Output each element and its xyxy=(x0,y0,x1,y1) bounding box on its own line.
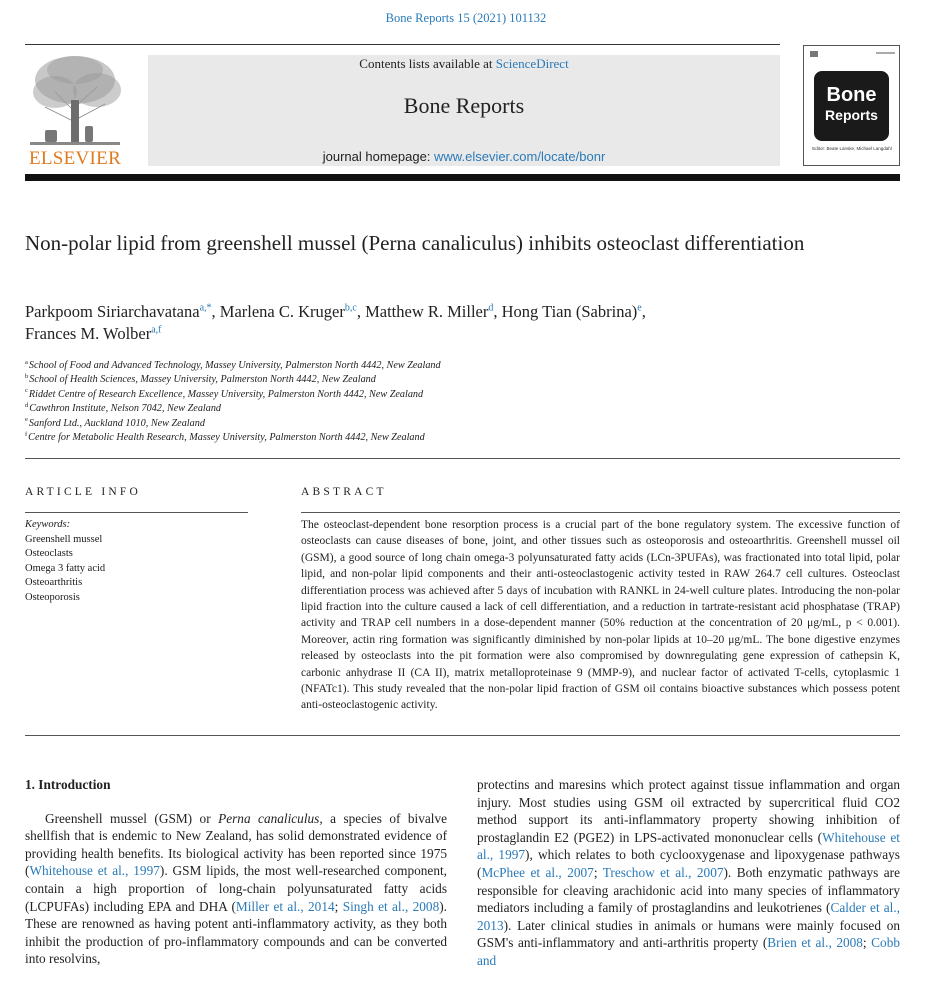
affiliation-key: c xyxy=(25,387,28,395)
keyword-item: Osteoclasts xyxy=(25,548,73,559)
affiliation-key: d xyxy=(25,401,29,409)
author-separator: , xyxy=(356,302,366,321)
journal-cover[interactable] xyxy=(803,45,900,166)
abstract-heading: ABSTRACT xyxy=(301,486,387,498)
citation-link[interactable]: Treschow et al., 2007 xyxy=(602,864,724,880)
cover-header-icon xyxy=(810,50,895,58)
affiliation-text: Sanford Ltd., Auckland 1010, New Zealand xyxy=(28,417,205,429)
author-name[interactable]: Matthew R. Miller xyxy=(365,302,489,321)
affiliation-item xyxy=(25,388,895,402)
body-text: ; xyxy=(593,864,603,880)
author-name[interactable]: Marlena C. Kruger xyxy=(219,302,345,321)
journal-reference[interactable]: Bone Reports 15 (2021) 101132 xyxy=(385,11,547,25)
affiliation-text: Centre for Metabolic Health Research, Massey University, Palmerston North 4442, New Zealand xyxy=(28,432,425,444)
author-name[interactable]: Hong Tian (Sabrina) xyxy=(501,302,638,321)
affiliation-item xyxy=(25,373,895,387)
body-column-right xyxy=(477,776,900,970)
affiliation-item xyxy=(25,402,895,416)
cover-word-bone: Bone xyxy=(826,84,877,106)
journal-banner xyxy=(148,55,780,166)
journal-title[interactable]: Bone Reports xyxy=(403,93,525,118)
author-name[interactable]: Frances M. Wolber xyxy=(25,324,152,343)
author-affiliation-marker[interactable]: b,c xyxy=(344,302,357,314)
body-text: ). These are renowned as having potent anti-inflammatory activity, as they both inhibit the production of pro-inflammatory compounds and can be converted into resolvins, xyxy=(25,898,447,967)
affiliation-item xyxy=(25,431,895,445)
body-text: ). GSM lipids, the most well-researched component, contain a high proportion of long-chain polyunsaturated fatty acids (LCPUFAs) including EPA and DHA ( xyxy=(25,863,447,914)
article-title: Non-polar lipid from greenshell mussel (Perna canaliculus) inhibits osteoclast differentiation xyxy=(25,231,805,255)
citation-link[interactable]: McPhee et al., 2007 xyxy=(481,864,594,880)
homepage-link[interactable]: www.elsevier.com/locate/bonr xyxy=(434,149,606,164)
citation-link[interactable]: Brien et al., 2008 xyxy=(767,935,863,951)
article-info-rule xyxy=(25,512,248,513)
affiliation-key: a xyxy=(25,358,28,366)
keywords-block xyxy=(25,518,255,605)
affiliation-text: Cawthron Institute, Nelson 7042, New Zealand xyxy=(29,403,222,415)
cover-editor: Editor: Beate Lanske, Michael Langdahl xyxy=(812,146,892,151)
body-column-left xyxy=(25,776,447,968)
elsevier-tree-icon xyxy=(25,52,125,148)
elsevier-wordmark: ELSEVIER xyxy=(28,148,122,169)
author-name[interactable]: Parkpoom Siriarchavatana xyxy=(25,302,200,321)
keyword-item: Osteoporosis xyxy=(25,591,80,603)
keyword-item: Greenshell mussel xyxy=(25,533,103,545)
author-separator: , xyxy=(641,302,646,321)
citation-link[interactable]: Calder et al., 2013 xyxy=(477,900,901,933)
body-text: ), which relates to both cyclooxygenase and lipoxygenase pathways ( xyxy=(477,847,900,880)
keywords-label: Keywords: xyxy=(25,519,71,530)
affiliation-key: f xyxy=(25,430,28,438)
italic-text: Perna canaliculus, xyxy=(218,810,323,826)
keyword-item: Omega 3 fatty acid xyxy=(25,562,106,574)
sciencedirect-link[interactable]: ScienceDirect xyxy=(495,56,569,71)
citation-link[interactable]: Singh et al., 2008 xyxy=(342,898,440,914)
abstract-bottom-rule xyxy=(25,735,900,736)
cover-word-reports: Reports xyxy=(825,107,878,123)
affiliation-key: b xyxy=(25,373,29,381)
intro-paragraph-left xyxy=(25,810,447,968)
citation-link[interactable]: Whitehouse et al., 1997 xyxy=(477,829,900,863)
body-text: Greenshell mussel (GSM) or xyxy=(45,810,219,826)
keyword-item: Osteoarthritis xyxy=(25,577,83,588)
masthead-top-line xyxy=(25,44,780,45)
abstract-text: The osteoclast-dependent bone resorption process is a crucial part of the bone regulatory system. The excessive function of osteoclasts can cause diseases of bone, joint, and other tissues such as osteoporosis and osteoarthritis. Greenshell mussel oil (GSM), a good source of long chain omega-3 polyunsaturated fatty acids (LCn-3PUFAs), was fractionated into total lipid, polar lipid, and non-polar lipid components and their anti-osteoclastogenic activity tested in RAW 264.7 cell cultures. Osteoclast differentiation process was achieved after 5 days of incubation with RANKL in 24-well culture plates. Introducing the non-polar lipid fraction into the culture caused a lack of cell differentiation, and a reduction in tartrate-resistant acid phosphatase (TRAP) activity and TRAP cell numbers in a dose-dependent manner (50% reduction at the concentration of 20 μg/mL, p < 0.001). Moreover, actin ring formation was significantly diminished by non-polar lipids at 10–20 μg/mL. The bone digestive enzymes released by osteoclasts into the pit formation were also compromised by downregulating gene expression of cathepsin K, carbonic anhydrase II (CA II), matrix metalloproteinase 9 (MMP-9), and nuclear factor of activated T-cells, cytoplasmic 1 (NFATc1). This study revealed that the non-polar lipid fraction of GSM oil contains bioactive substances which possess potent anti-osteoclastogenic activity. xyxy=(301,519,900,712)
contents-line xyxy=(148,56,780,72)
body-text: ). Later clinical studies in animals or humans were mainly focused on GSM's anti-inflammatory and anti-arthritis property ( xyxy=(477,917,900,951)
affiliation-item xyxy=(25,417,895,431)
masthead-thick-rule xyxy=(25,174,900,181)
author-separator: , xyxy=(493,302,502,321)
introduction-heading: 1. Introduction xyxy=(25,777,111,792)
author-separator: , xyxy=(211,302,220,321)
author-affiliation-marker[interactable]: d xyxy=(488,302,494,314)
affiliation-text: Riddet Centre of Research Excellence, Massey University, Palmerston North 4442, New Zealand xyxy=(28,388,424,400)
body-text: protectins and maresins which protect against tissue inflammation and organ injury. Most studies using GSM oil extracted by supercritical fluid CO2 method support its anti-inflammatory property showing inhibition of prostaglandin E2 (PGE2) in LPS-activated mononuclear cells ( xyxy=(477,777,900,845)
body-text: ). Both enzymatic pathways are responsible for cleaving arachidonic acid into many species of inflammatory mediators including a family of prostaglandins and leukotrienes ( xyxy=(477,864,901,916)
affiliations-divider xyxy=(25,458,900,459)
abstract-rule xyxy=(301,512,900,513)
intro-paragraph-right xyxy=(477,776,900,970)
affiliation-key: e xyxy=(25,416,28,424)
affiliation-text: School of Food and Advanced Technology, Massey University, Palmerston North 4442, New Zealand xyxy=(28,360,441,371)
homepage-prefix: journal homepage: xyxy=(322,149,435,164)
author-affiliation-marker[interactable]: a,* xyxy=(199,302,212,314)
affiliation-item xyxy=(25,359,895,373)
citation-link[interactable]: Whitehouse et al., 1997 xyxy=(29,863,160,879)
author-affiliation-marker[interactable]: e xyxy=(637,302,642,314)
author-list xyxy=(25,301,895,345)
affiliation-text: School of Health Sciences, Massey University, Palmerston North 4442, New Zealand xyxy=(29,374,376,386)
citation-link[interactable]: Cobb and xyxy=(477,935,900,968)
body-text: ; xyxy=(862,935,872,951)
cover-logo-box xyxy=(814,71,889,141)
elsevier-logo[interactable] xyxy=(25,52,125,170)
affiliation-list xyxy=(25,359,895,445)
article-info-heading: ARTICLE INFO xyxy=(25,486,141,498)
journal-homepage xyxy=(148,149,780,164)
contents-prefix: Contents lists available at xyxy=(359,56,496,71)
body-text: ; xyxy=(334,898,343,914)
citation-link[interactable]: Miller et al., 2014 xyxy=(235,898,335,914)
author-affiliation-marker[interactable]: a,f xyxy=(151,324,162,336)
body-text: a species of bivalve shellfish that is endemic to New Zealand, has solid demonstrated evidence of providing health benefits. Its biological activity has been reported since 1975 ( xyxy=(25,810,447,879)
